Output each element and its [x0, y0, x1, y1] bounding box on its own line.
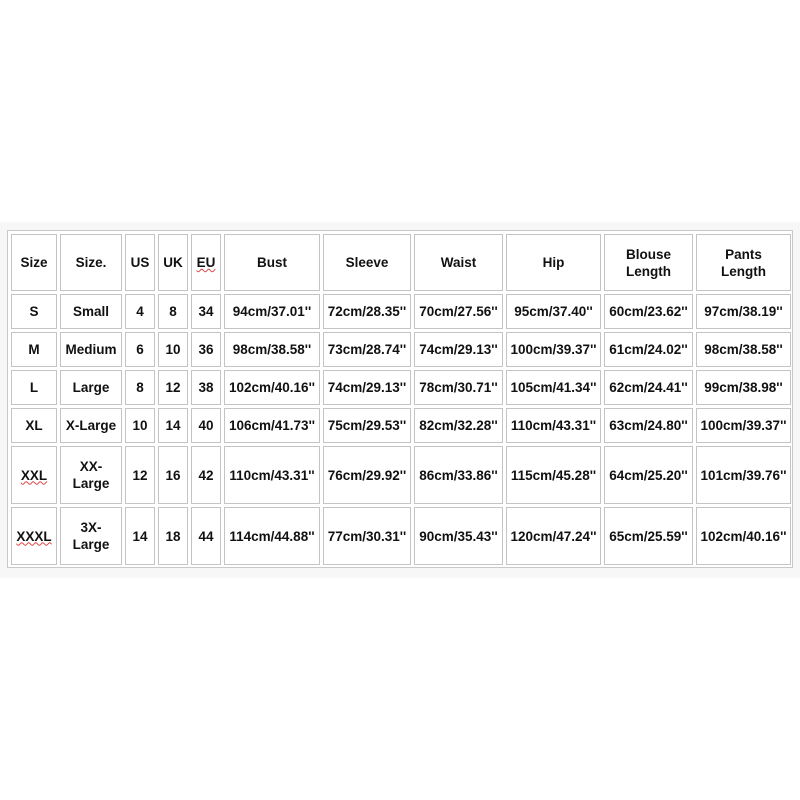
size-label: XXXL: [16, 528, 52, 544]
table-row: [11, 294, 791, 329]
table-cell: 115cm/45.28'': [506, 446, 601, 504]
table-cell: 74cm/29.13'': [323, 370, 411, 405]
table-cell: 14: [125, 507, 155, 565]
size-table: [8, 231, 794, 568]
table-cell: 72cm/28.35'': [323, 294, 411, 329]
table-cell: M: [11, 332, 57, 367]
table-cell: 12: [158, 370, 188, 405]
column-header: US: [125, 234, 155, 291]
table-cell: 62cm/24.41'': [604, 370, 693, 405]
table-cell: 65cm/25.59'': [604, 507, 693, 565]
table-cell: 8: [125, 370, 155, 405]
table-cell: Medium: [60, 332, 122, 367]
table-cell: 82cm/32.28'': [414, 408, 503, 443]
table-cell: 78cm/30.71'': [414, 370, 503, 405]
table-cell: 98cm/38.58'': [224, 332, 320, 367]
size-chart: [7, 230, 793, 568]
table-cell: 97cm/38.19'': [696, 294, 791, 329]
table-cell: 100cm/39.37'': [506, 332, 601, 367]
table-cell: 3X-Large: [60, 507, 122, 565]
table-cell: Large: [60, 370, 122, 405]
table-cell: 77cm/30.31'': [323, 507, 411, 565]
table-cell: 61cm/24.02'': [604, 332, 693, 367]
table-cell: 102cm/40.16'': [696, 507, 791, 565]
table-cell: Small: [60, 294, 122, 329]
table-cell: 4: [125, 294, 155, 329]
table-cell: 8: [158, 294, 188, 329]
table-cell: XL: [11, 408, 57, 443]
table-cell: 120cm/47.24'': [506, 507, 601, 565]
column-header: Bust: [224, 234, 320, 291]
table-cell: 36: [191, 332, 221, 367]
table-cell: 100cm/39.37'': [696, 408, 791, 443]
table-cell: 14: [158, 408, 188, 443]
table-row: [11, 408, 791, 443]
table-cell: 34: [191, 294, 221, 329]
table-cell: 18: [158, 507, 188, 565]
column-header: EU: [191, 234, 221, 291]
table-cell: 110cm/43.31'': [224, 446, 320, 504]
table-cell: [11, 507, 57, 565]
table-cell: 63cm/24.80'': [604, 408, 693, 443]
table-cell: 74cm/29.13'': [414, 332, 503, 367]
table-cell: 12: [125, 446, 155, 504]
table-cell: X-Large: [60, 408, 122, 443]
table-cell: 105cm/41.34'': [506, 370, 601, 405]
column-header: Sleeve: [323, 234, 411, 291]
table-row: [11, 370, 791, 405]
table-cell: 42: [191, 446, 221, 504]
table-cell: 60cm/23.62'': [604, 294, 693, 329]
table-cell: 110cm/43.31'': [506, 408, 601, 443]
table-cell: 38: [191, 370, 221, 405]
column-header: Pants Length: [696, 234, 791, 291]
table-cell: 86cm/33.86'': [414, 446, 503, 504]
table-cell: 73cm/28.74'': [323, 332, 411, 367]
column-header: Hip: [506, 234, 601, 291]
table-cell: 102cm/40.16'': [224, 370, 320, 405]
table-cell: 101cm/39.76'': [696, 446, 791, 504]
table-cell: S: [11, 294, 57, 329]
table-cell: 70cm/27.56'': [414, 294, 503, 329]
table-cell: 44: [191, 507, 221, 565]
table-cell: 95cm/37.40'': [506, 294, 601, 329]
table-cell: 94cm/37.01'': [224, 294, 320, 329]
table-cell: 10: [158, 332, 188, 367]
column-header: Waist: [414, 234, 503, 291]
table-cell: 106cm/41.73'': [224, 408, 320, 443]
table-cell: 99cm/38.98'': [696, 370, 791, 405]
table-cell: 64cm/25.20'': [604, 446, 693, 504]
table-cell: [11, 446, 57, 504]
table-row: [11, 446, 791, 504]
table-cell: 16: [158, 446, 188, 504]
header-row: [11, 234, 791, 291]
table-cell: 90cm/35.43'': [414, 507, 503, 565]
table-row: [11, 332, 791, 367]
column-header: UK: [158, 234, 188, 291]
column-header: Blouse Length: [604, 234, 693, 291]
table-cell: XX-Large: [60, 446, 122, 504]
table-cell: 114cm/44.88'': [224, 507, 320, 565]
table-cell: L: [11, 370, 57, 405]
table-cell: 40: [191, 408, 221, 443]
column-header: Size: [11, 234, 57, 291]
table-cell: 76cm/29.92'': [323, 446, 411, 504]
table-cell: 75cm/29.53'': [323, 408, 411, 443]
table-cell: 10: [125, 408, 155, 443]
table-row: [11, 507, 791, 565]
column-header: Size.: [60, 234, 122, 291]
table-cell: 6: [125, 332, 155, 367]
size-label: XXL: [20, 467, 48, 483]
table-cell: 98cm/38.58'': [696, 332, 791, 367]
